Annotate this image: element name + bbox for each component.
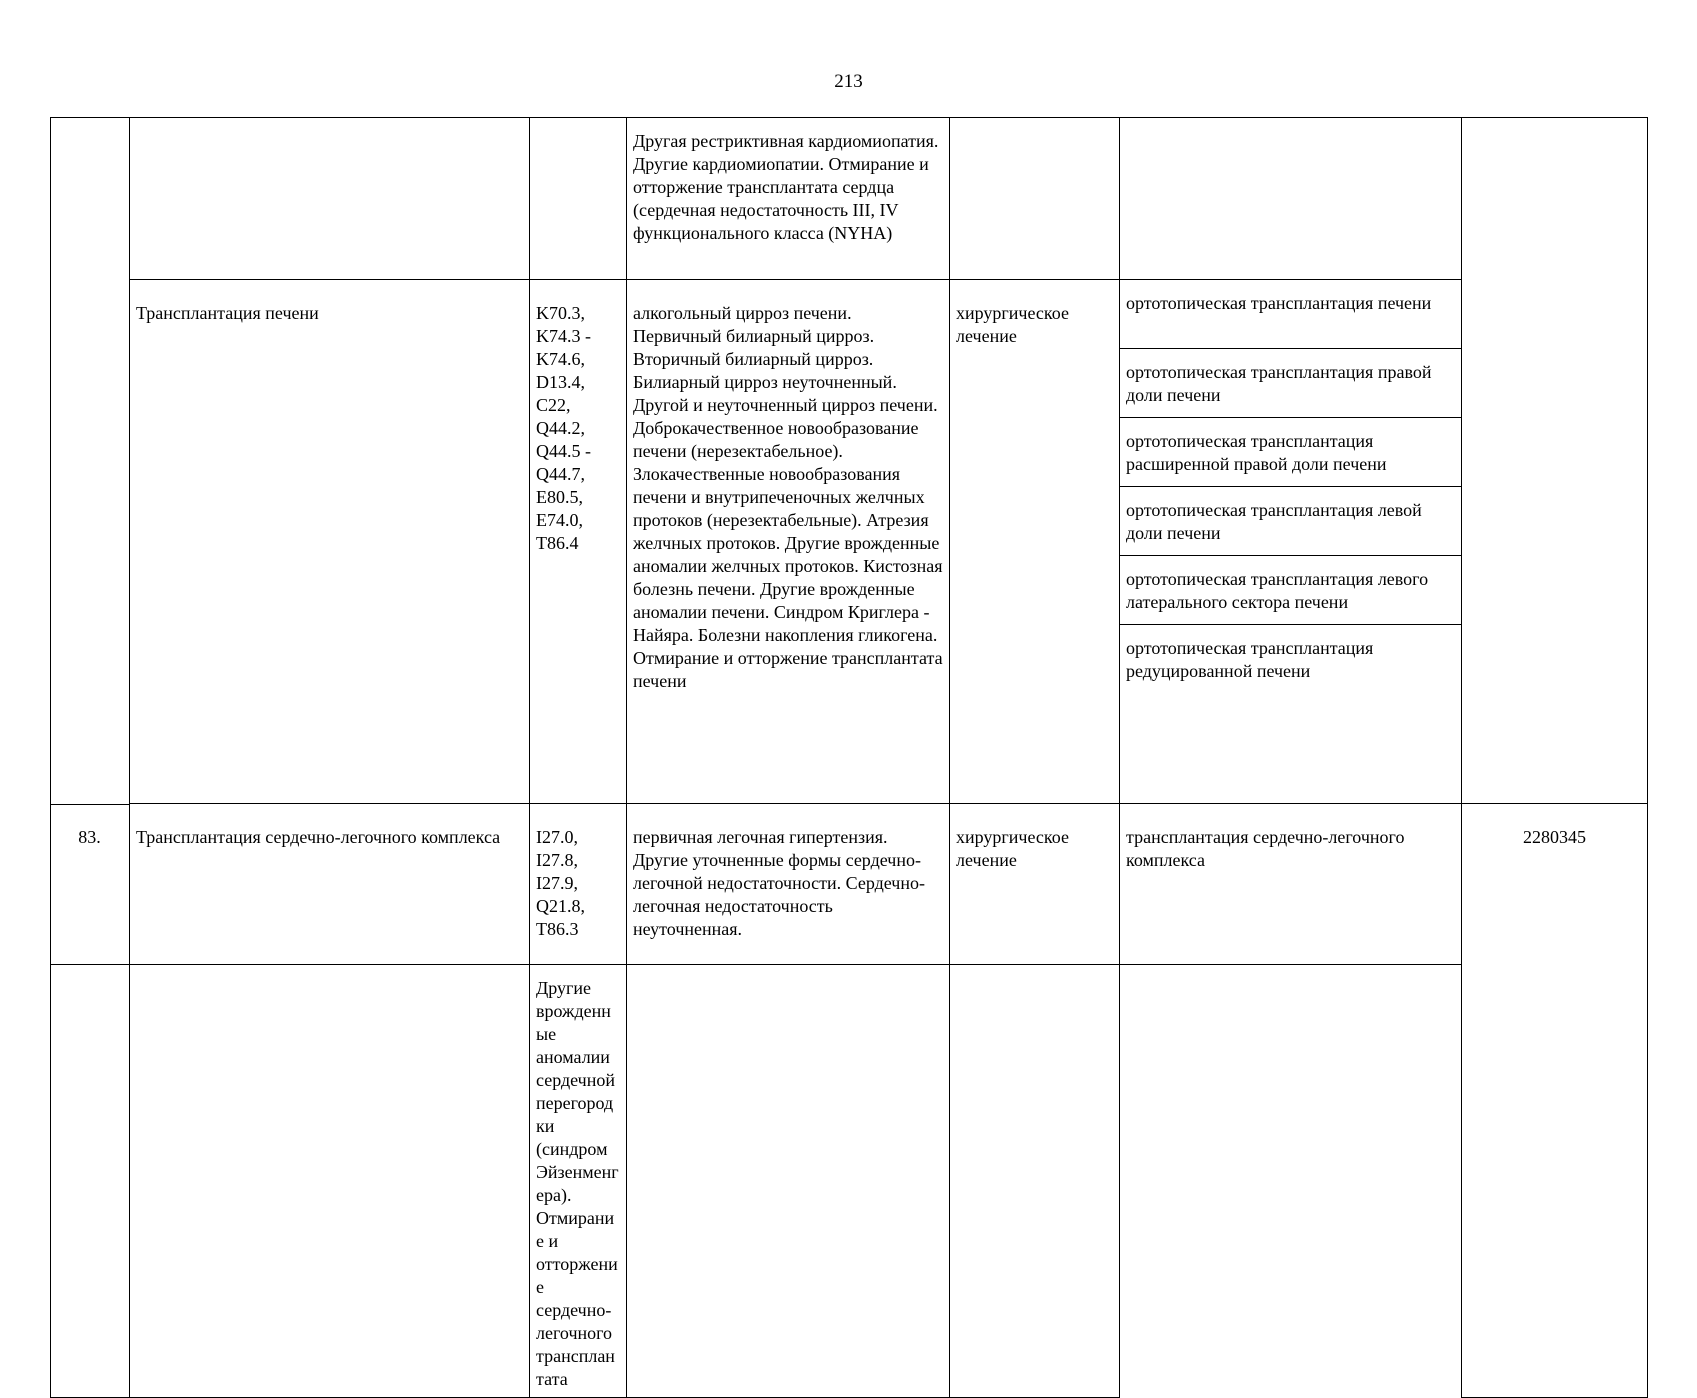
icd-code: D13.4, [536, 372, 585, 392]
icd-code: Q21.8, [536, 896, 585, 916]
method-cell [950, 965, 1120, 1398]
icd-code: Q44.7, [536, 464, 585, 484]
icd-code: E80.5, [536, 487, 583, 507]
icd-code: K74.6, [536, 349, 585, 369]
codes-cell [130, 965, 530, 1398]
icd-code: I27.0, [536, 827, 578, 847]
diagnosis-cell: Другая рестриктивная кардиомиопатия. Другие кардиомиопатии. Отмирание и отторжение трансплантата сердца (сердечная недостаточность III, IV функционального класса (NYHA) [627, 118, 950, 280]
method-cell: ортотопическая трансплантация редуцированной печени [1120, 625, 1462, 804]
treatment-cell: хирургическое лечение [950, 280, 1120, 804]
treatment-cell [950, 118, 1120, 280]
icd-code: I27.8, [536, 850, 578, 870]
medical-care-table [50, 117, 1648, 1398]
diagnosis-cell: алкогольный цирроз печени. Первичный билиарный цирроз. Вторичный билиарный цирроз. Билиарный цирроз неуточненный. Другой и неуточненный цирроз печени. Доброкачественное новообразование печени (нерезектабельное). Злокачественные новообразования печени и внутрипеченочных желчных протоков (нерезектабельные). Атрезия желчных протоков. Другие врожденные аномалии желчных протоков. Кистозная болезнь печени. Другие врожденные аномалии печени. Синдром Криглера - Найяра. Болезни накопления гликогена. Отмирание и отторжение трансплантата печени [627, 280, 950, 804]
icd-code: K74.3 - [536, 326, 591, 346]
name-cell [130, 118, 530, 280]
table-row [51, 965, 1648, 1398]
method-cell: ортотопическая трансплантация расширенной правой доли печени [1120, 418, 1462, 487]
table-row [51, 280, 1648, 349]
codes-cell [530, 280, 627, 804]
method-cell: ортотопическая трансплантация левого латерального сектора печени [1120, 556, 1462, 625]
row-divider [50, 804, 130, 805]
icd-code: Q44.5 - [536, 441, 591, 461]
method-cell: трансплантация сердечно-легочного комплекса [1120, 804, 1462, 965]
cost-cell [1462, 118, 1648, 804]
treatment-cell [627, 965, 950, 1398]
codes-cell [530, 118, 627, 280]
table-row [51, 804, 1648, 965]
method-cell: ортотопическая трансплантация правой доли печени [1120, 349, 1462, 418]
icd-code: T86.3 [536, 919, 579, 939]
icd-code: C22, [536, 395, 571, 415]
codes-cell [530, 804, 627, 965]
icd-code: K70.3, [536, 303, 585, 323]
method-cell: ортотопическая трансплантация печени [1120, 280, 1462, 349]
name-cell [51, 965, 130, 1398]
diagnosis-cell: Другие врожденные аномалии сердечной перегородки (синдром Эйзенменгера). Отмирание и отторжение сердечно-легочного трансплантата [530, 965, 627, 1398]
diagnosis-cell: первичная легочная гипертензия. Другие уточненные формы сердечно-легочной недостаточности. Сердечно-легочная недостаточность неуточненная. [627, 804, 950, 965]
name-cell: Трансплантация сердечно-легочного комплекса [130, 804, 530, 965]
icd-code: T86.4 [536, 533, 579, 553]
cost-cell: 2280345 [1462, 804, 1648, 1398]
icd-code: I27.9, [536, 873, 578, 893]
name-cell: Трансплантация печени [130, 280, 530, 804]
icd-code: Q44.2, [536, 418, 585, 438]
item-number: 83. [78, 827, 101, 847]
page-number: 213 [834, 71, 863, 92]
method-cell: ортотопическая трансплантация левой доли печени [1120, 487, 1462, 556]
method-cell [1120, 118, 1462, 280]
table-row [51, 118, 1648, 280]
icd-code: E74.0, [536, 510, 583, 530]
treatment-cell: хирургическое лечение [950, 804, 1120, 965]
